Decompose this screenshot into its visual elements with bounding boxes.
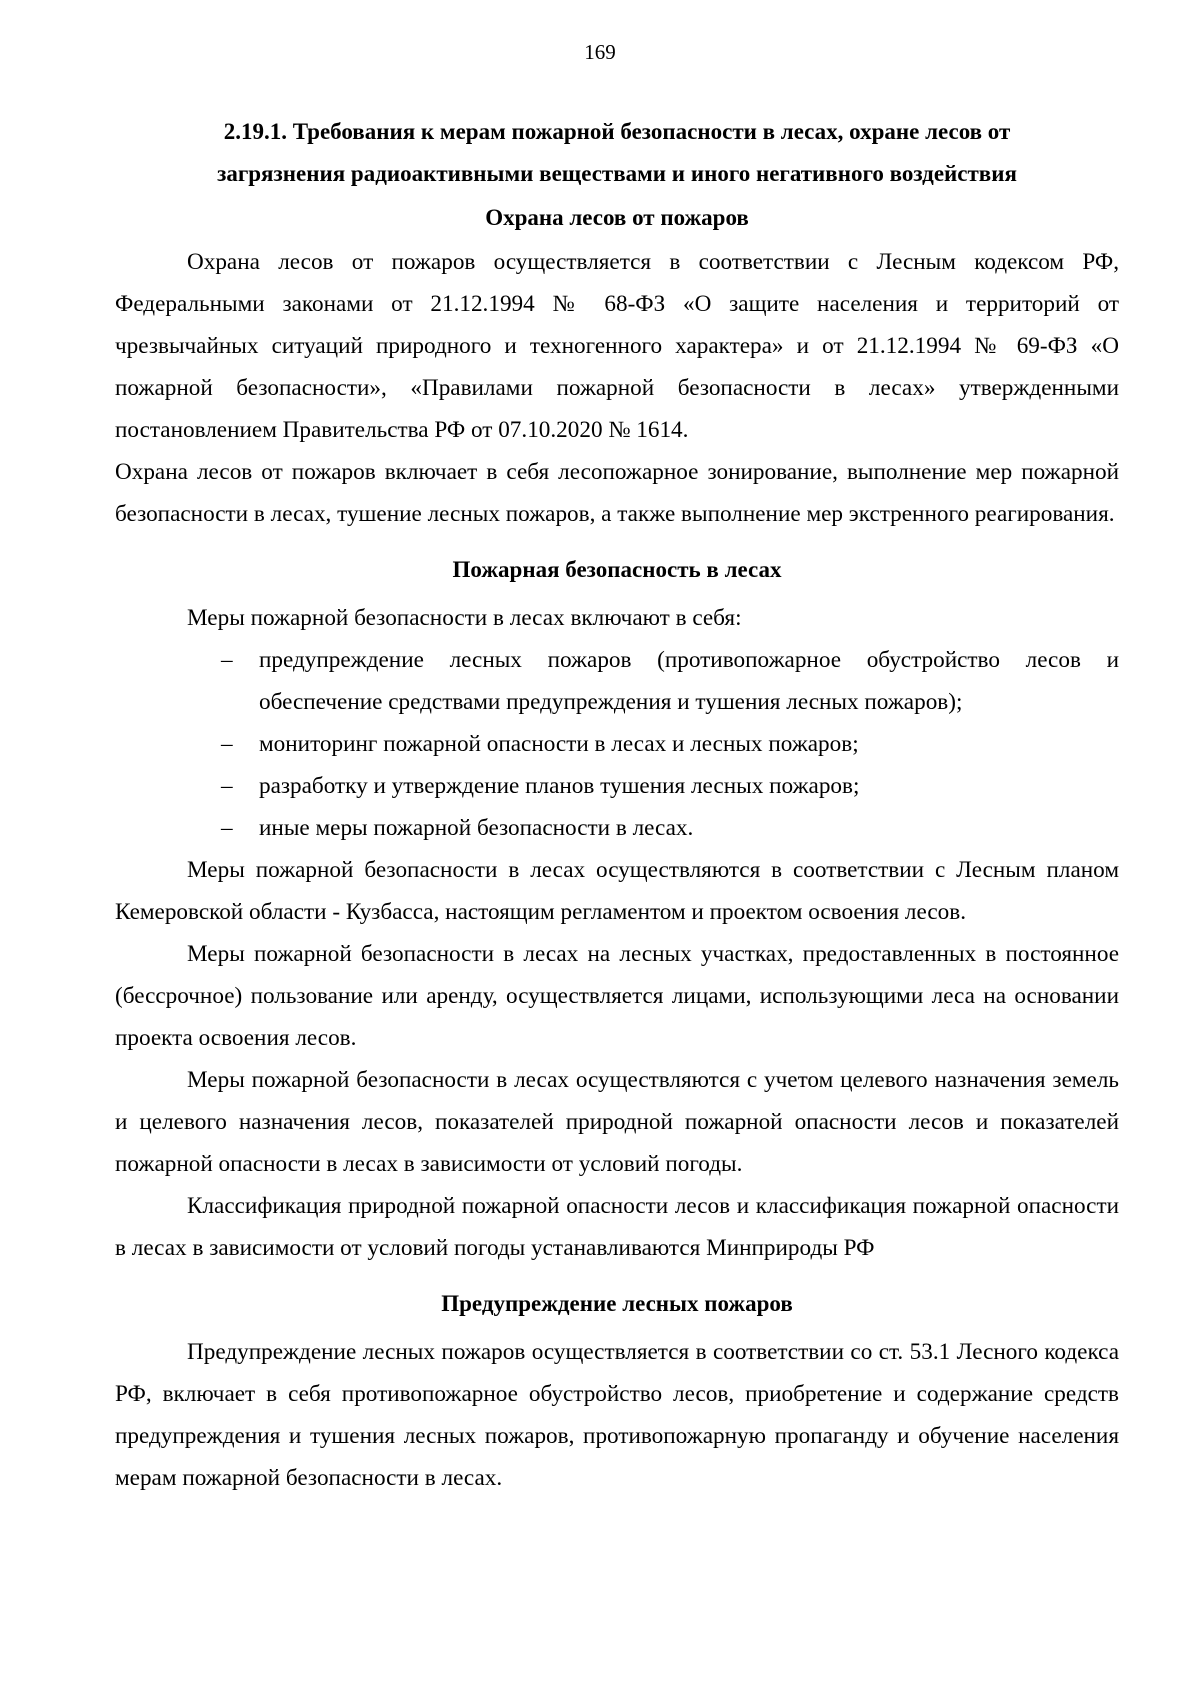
paragraph-fire-safety-2: Меры пожарной безопасности в лесах на лесных участках, предоставленных в постоянное (бессрочное) пользование или аренду, осуществляется лицами, использующими леса на основании проекта освоения лесов. <box>115 941 1119 1051</box>
bullet-dash: – <box>221 815 233 841</box>
paragraph-fire-prevention-1: Предупреждение лесных пожаров осуществляется в соответствии со ст. 53.1 Лесного кодекса РФ, включает в себя противопожарное обустройство лесов, приобретение и содержание средств предупреждения и тушения лесных пожаров, противопожарную пропаганду и обучение населения мерам пожарной безопасности в лесах. <box>115 1339 1119 1491</box>
bullet-dash: – <box>221 731 233 757</box>
paragraph-fire-safety-intro: Меры пожарной безопасности в лесах включают в себя: <box>187 605 742 631</box>
page-content <box>115 111 1119 1499</box>
paragraph-fire-protection-2: Охрана лесов от пожаров включает в себя лесопожарное зонирование, выполнение мер пожарной безопасности в лесах, тушение лесных пожаров, а также выполнение мер экстренного реагирования. <box>115 459 1119 527</box>
bullet-dash: – <box>221 647 233 673</box>
fire-safety-measures-list <box>115 639 1119 849</box>
list-item-text: мониторинг пожарной опасности в лесах и лесных пожаров; <box>259 731 859 757</box>
list-item-text: иные меры пожарной безопасности в лесах. <box>259 815 694 841</box>
list-item <box>221 765 1119 807</box>
paragraph-fire-protection-1: Охрана лесов от пожаров осуществляется в соответствии с Лесным кодексом РФ, Федеральными законами от 21.12.1994 № 68-ФЗ «О защите населения и территорий от чрезвычайных ситуаций природного и техногенного характера» и от 21.12.1994 № 69-ФЗ «О пожарной безопасности», «Правилами пожарной безопасности в лесах» утвержденными постановлением Правительства РФ от 07.10.2020 № 1614. <box>115 249 1119 443</box>
bullet-dash: – <box>221 773 233 799</box>
list-item-text: разработку и утверждение планов тушения лесных пожаров; <box>259 773 860 799</box>
paragraph-fire-safety-1: Меры пожарной безопасности в лесах осуществляются в соответствии с Лесным планом Кемеровской области - Кузбасса, настоящим регламентом и проектом освоения лесов. <box>115 857 1119 925</box>
section-title: 2.19.1. Требования к мерам пожарной безопасности в лесах, охране лесов от загрязнения радиоактивными веществами и иного негативного воздействия <box>217 119 1017 186</box>
heading-fire-prevention: Предупреждение лесных пожаров <box>441 1291 793 1316</box>
paragraph-fire-safety-3: Меры пожарной безопасности в лесах осуществляются с учетом целевого назначения земель и целевого назначения лесов, показателей природной пожарной опасности лесов и показателей пожарной опасности в лесах в зависимости от условий погоды. <box>115 1067 1119 1177</box>
list-item <box>221 639 1119 723</box>
list-item-text: предупреждение лесных пожаров (противопожарное обустройство лесов и обеспечение средствами предупреждения и тушения лесных пожаров); <box>259 647 1119 715</box>
list-item <box>221 723 1119 765</box>
list-item <box>221 807 1119 849</box>
page-number: 169 <box>584 40 616 64</box>
heading-fire-safety: Пожарная безопасность в лесах <box>452 557 782 582</box>
heading-fire-protection: Охрана лесов от пожаров <box>485 205 749 230</box>
paragraph-fire-safety-4: Классификация природной пожарной опасности лесов и классификация пожарной опасности в лесах в зависимости от условий погоды устанавливаются Минприроды РФ <box>115 1193 1119 1261</box>
